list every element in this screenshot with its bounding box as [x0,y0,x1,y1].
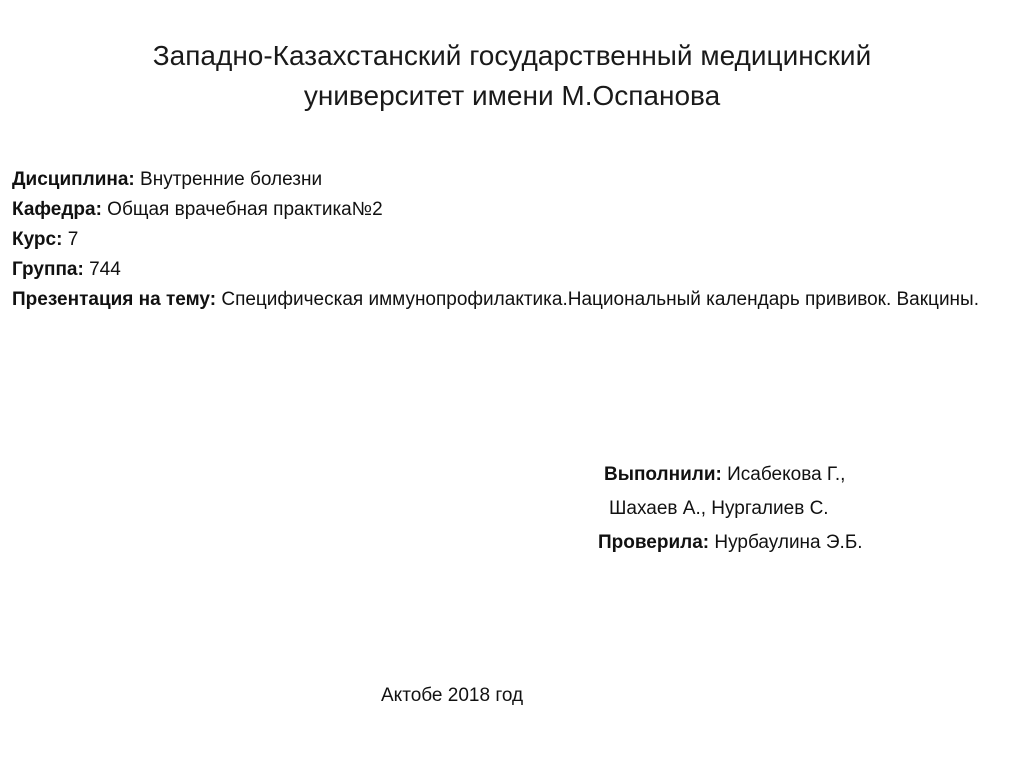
group-label: Группа: [12,259,84,280]
done-label: Выполнили: [604,464,722,485]
course-label: Курс: [12,229,63,250]
topic-label: Презентация на тему: [12,289,217,310]
title-line-2: университет имени М.Оспанова [303,80,721,111]
topic-value: Специфическая иммунопрофилактика.Национальный календарь прививок. Вакцины. [216,289,979,310]
group-value: 744 [83,259,121,280]
discipline-label: Дисциплина: [12,169,135,190]
title-line-1: Западно-Казахстанский государственный медицинский [152,40,872,71]
info-block [12,166,1002,316]
department-value: Общая врачебная практика№2 [101,199,383,220]
footer-city-year: Актобе 2018 год [381,685,524,706]
department-label: Кафедра: [12,199,102,220]
authors-done-row [604,461,845,488]
topic-row [12,286,1002,313]
course-value: 7 [62,229,79,250]
discipline-value: Внутренние болезни [134,169,323,190]
done-value: Исабекова Г., [721,464,846,485]
slide-title [60,36,964,116]
discipline-row [12,166,1002,193]
course-row [12,226,1002,253]
group-row [12,256,1002,283]
checked-label: Проверила: [598,532,710,553]
authors-done-row-2: Шахаев А., Нургалиев С. [609,498,829,519]
checked-value: Нурбаулина Э.Б. [709,532,863,553]
authors-checked-row [598,529,863,556]
department-row [12,196,1002,223]
